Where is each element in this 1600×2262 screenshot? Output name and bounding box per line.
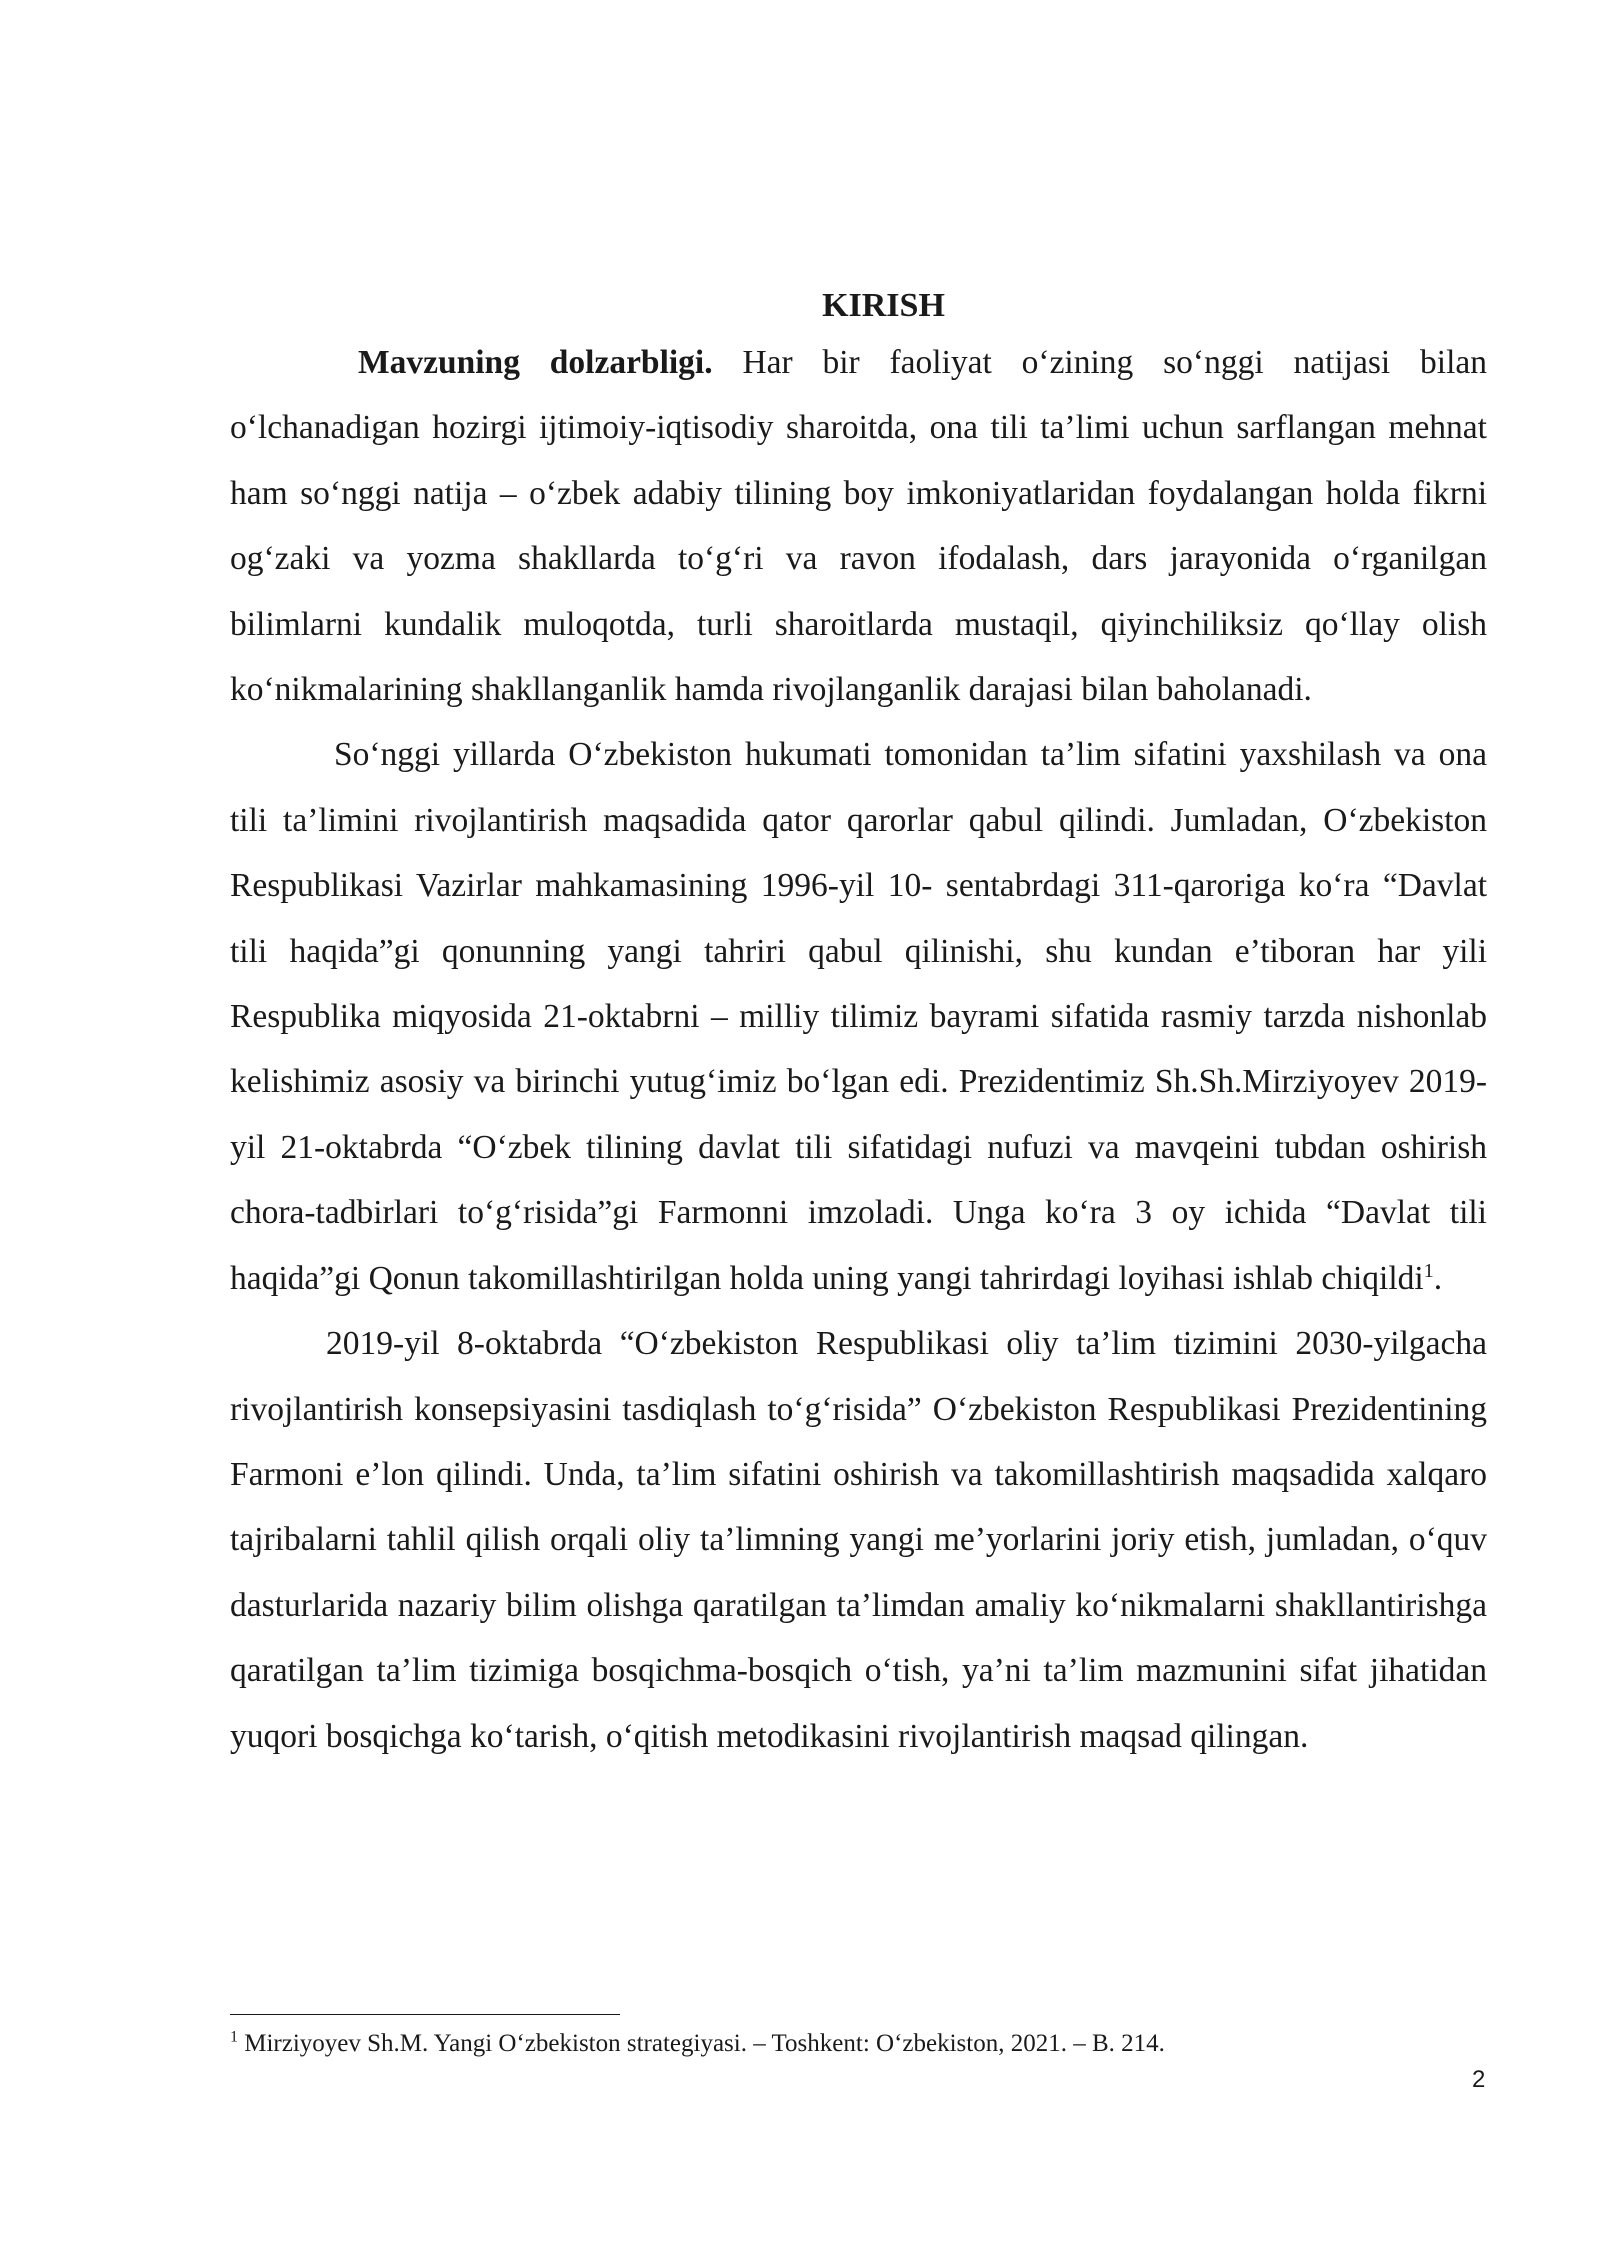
paragraph-text: Har bir faoliyat o‘zining so‘nggi natijasi bilan o‘lchanadigan hozirgi ijtimoiy-iqtisodiy sharoitda, ona tili ta’limi uchun sarflangan mehnat ham so‘nggi natija – o‘zbek adabiy tilining boy imkoniyatlaridan foydalangan holda fikrni og‘zaki va yozma shakllarda to‘g‘ri va ravon ifodalash, dars jarayonida o‘rganilgan bilimlarni kundalik muloqotda, turli sharoitlarda mustaqil, qiyinchiliksiz qo‘llay olish ko‘nikmalarining shakllanganlik hamda rivojlanganlik darajasi bilan baholanadi. [230, 344, 1488, 709]
paragraph-text-end: . [1433, 1259, 1443, 1297]
main-content [230, 282, 1487, 1769]
paragraph-relevance [230, 330, 1487, 722]
footnote-reference[interactable]: 1 [1423, 1259, 1434, 1282]
footnote-text: Mirziyoyev Sh.M. Yangi O‘zbekiston strategiyasi. – Toshkent: O‘zbekiston, 2021. – B. 214. [238, 2030, 1165, 2057]
section-title: KIRISH [822, 287, 945, 324]
footnote-number: 1 [230, 2028, 238, 2046]
paragraph-government-decisions [230, 722, 1487, 1311]
footnote-separator [230, 2014, 620, 2015]
paragraph-text: So‘nggi yillarda O‘zbekiston hukumati tomonidan ta’lim sifatini yaxshilash va ona tili ta’limini rivojlantirish maqsadida qator qarorlar qabul qilindi. Jumladan, O‘zbekiston Respublikasi Vazirlar mahkamasining 1996-yil 10- sentabrdagi 311-qaroriga ko‘ra “Davlat tili haqida”gi qonunning yangi tahriri qabul qilinishi, shu kundan e’tiboran har yili Respublika miqyosida 21-oktabrni – milliy tilimiz bayrami sifatida rasmiy tarzda nishonlab kelishimiz asosiy va birinchi yutug‘imiz bo‘lgan edi. Prezidentimiz Sh.Sh.Mirziyoyev 2019-yil 21-oktabrda “O‘zbek tilining davlat tili sifatidagi nufuzi va mavqeini tubdan oshirish chora-tadbirlari to‘g‘risida”gi Farmonni imzoladi. Unga ko‘ra 3 oy ichida “Davlat tili haqida”gi Qonun takomillashtirilgan holda uning yangi tahrirdagi loyihasi ishlab chiqildi [230, 736, 1487, 1297]
page-number: 2 [1472, 2066, 1486, 2093]
paragraph-lead: Mavzuning dolzarbligi. [358, 344, 713, 381]
paragraph-higher-education-concept [230, 1311, 1487, 1769]
footnote [230, 2024, 1487, 2064]
paragraph-text: 2019-yil 8-oktabrda “O‘zbekiston Respublikasi oliy ta’lim tizimini 2030-yilgacha rivojlantirish konsepsiyasini tasdiqlash to‘g‘risida” O‘zbekiston Respublikasi Prezidentining Farmoni e’lon qilindi. Unda, ta’lim sifatini oshirish va takomillashtirish maqsadida xalqaro tajribalarni tahlil qilish orqali oliy ta’limning yangi me’yorlarini joriy etish, jumladan, o‘quv dasturlarida nazariy bilim olishga qaratilgan ta’limdan amaliy ko‘nikmalarni shakllantirishga qaratilgan ta’lim tizimiga bosqichma-bosqich o‘tish, ya’ni ta’lim mazmunini sifat jihatidan yuqori bosqichga ko‘tarish, o‘qitish metodikasini rivojlantirish maqsad qilingan. [230, 1325, 1487, 1755]
